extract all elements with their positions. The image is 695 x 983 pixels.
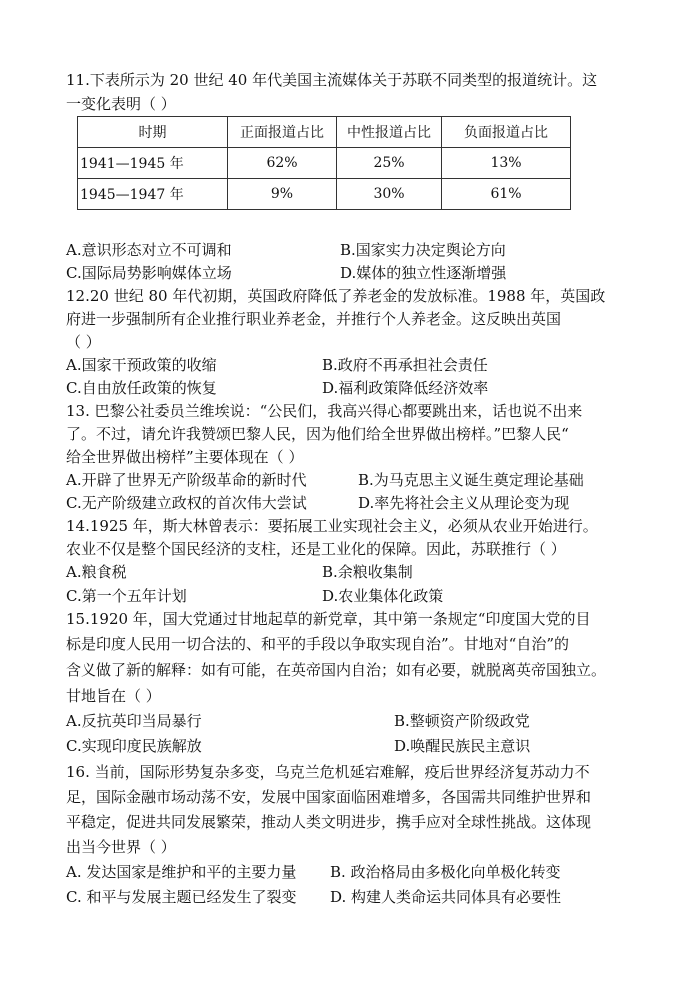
q15-stem-line2: 标是印度人民用一切合法的、和平的手段以争取实现自治”。甘地对“自治”的 xyxy=(66,635,570,653)
q15-option-d: D.唤醒民族民主意识 xyxy=(394,737,531,755)
table-cell: 25% xyxy=(337,148,442,179)
q16-stem-line3: 平稳定，促进共同发展繁荣，推动人类文明进步，携手应对全球性挑战。这体现 xyxy=(66,813,592,831)
q12-stem-line2: 府进一步强制所有企业推行职业养老金，并推行个人养老金。这反映出英国 xyxy=(66,310,562,328)
q12-option-c: C.自由放任政策的恢复 xyxy=(66,379,217,397)
q13-stem-line3: 给全世界做出榜样”主要体现在（ ） xyxy=(66,448,304,466)
q13-stem-line2: 了。不过，请允许我赞颂巴黎人民，因为他们给全世界做出榜样。”巴黎人民“ xyxy=(66,425,569,443)
table-row xyxy=(78,148,571,179)
q12-option-b: B.政府不再承担社会责任 xyxy=(322,356,488,374)
table-cell: 13% xyxy=(442,148,571,179)
q14-option-d: D.农业集体化政策 xyxy=(322,587,444,605)
table-row xyxy=(78,179,571,210)
q13-option-a: A.开辟了世界无产阶级革命的新时代 xyxy=(66,471,307,489)
q15-stem-line3: 含义做了新的解释：如有可能，在英帝国内自治；如有必要，就脱离英帝国独立。 xyxy=(66,661,607,679)
q15-option-b: B.整顿资产阶级政党 xyxy=(394,712,530,730)
table-cell: 9% xyxy=(228,179,337,210)
q13-stem-line1: 13. 巴黎公社委员兰维埃说：“公民们，我高兴得心都要跳出来，话也说不出来 xyxy=(66,402,583,420)
table-header-cell: 正面报道占比 xyxy=(228,117,337,148)
q11-option-b: B.国家实力决定舆论方向 xyxy=(340,241,506,259)
q14-option-c: C.第一个五年计划 xyxy=(66,587,187,605)
q16-stem-line2: 足，国际金融市场动荡不安，发展中国家面临困难增多，各国需共同维护世界和 xyxy=(66,788,592,806)
q11-statistics-table xyxy=(77,116,571,210)
q12-stem-line1: 12.20 世纪 80 年代初期，英国政府降低了养老金的发放标准。1988 年，英国政 xyxy=(66,287,606,305)
q16-option-d: D. 构建人类命运共同体具有必要性 xyxy=(330,888,562,906)
q15-option-a: A.反抗英印当局暴行 xyxy=(66,712,202,730)
table-cell: 1941—1945 年 xyxy=(78,148,228,179)
q12-option-a: A.国家干预政策的收缩 xyxy=(66,356,217,374)
table-header-cell: 负面报道占比 xyxy=(442,117,571,148)
q13-option-b: B.为马克思主义诞生奠定理论基础 xyxy=(358,471,584,489)
table-cell: 62% xyxy=(228,148,337,179)
q12-option-d: D.福利政策降低经济效率 xyxy=(322,379,489,397)
table-header-cell: 中性报道占比 xyxy=(337,117,442,148)
table-cell: 61% xyxy=(442,179,571,210)
q14-stem-line2: 农业不仅是整个国民经济的支柱，还是工业化的保障。因此，苏联推行（ ） xyxy=(66,540,566,558)
table-header-row xyxy=(78,117,571,148)
table-cell: 30% xyxy=(337,179,442,210)
table-cell: 1945—1947 年 xyxy=(78,179,228,210)
q11-stem-line1: 11.下表所示为 20 世纪 40 年代美国主流媒体关于苏联不同类型的报道统计。这 xyxy=(66,71,598,89)
q16-option-b: B. 政治格局由多极化向单极化转变 xyxy=(330,863,561,881)
q11-stem-line2: 一变化表明（ ） xyxy=(66,95,176,113)
q12-stem-line3: （ ） xyxy=(66,333,101,351)
q15-stem-line4: 甘地旨在（ ） xyxy=(66,687,161,705)
q14-option-a: A.粮食税 xyxy=(66,563,127,581)
q11-option-c: C.国际局势影响媒体立场 xyxy=(66,264,232,282)
q11-option-a: A.意识形态对立不可调和 xyxy=(66,241,232,259)
q14-stem-line1: 14.1925 年，斯大林曾表示：要拓展工业实现社会主义，必须从农业开始进行。 xyxy=(66,517,598,535)
q15-option-c: C.实现印度民族解放 xyxy=(66,737,202,755)
q16-option-c: C. 和平与发展主题已经发生了裂变 xyxy=(66,888,297,906)
q16-stem-line4: 出当今世界（ ） xyxy=(66,838,176,856)
q13-option-c: C.无产阶级建立政权的首次伟大尝试 xyxy=(66,494,307,512)
q13-option-d: D.率先将社会主义从理论变为现 xyxy=(358,494,570,512)
q15-stem-line1: 15.1920 年，国大党通过甘地起草的新党章，其中第一条规定“印度国大党的目 xyxy=(66,610,591,628)
table-header-cell: 时期 xyxy=(78,117,228,148)
q16-option-a: A. 发达国家是维护和平的主要力量 xyxy=(66,863,297,881)
q11-option-d: D.媒体的独立性逐渐增强 xyxy=(340,264,507,282)
q16-stem-line1: 16. 当前，国际形势复杂多变，乌克兰危机延宕难解，疫后世界经济复苏动力不 xyxy=(66,763,590,781)
q14-option-b: B.余粮收集制 xyxy=(322,563,413,581)
